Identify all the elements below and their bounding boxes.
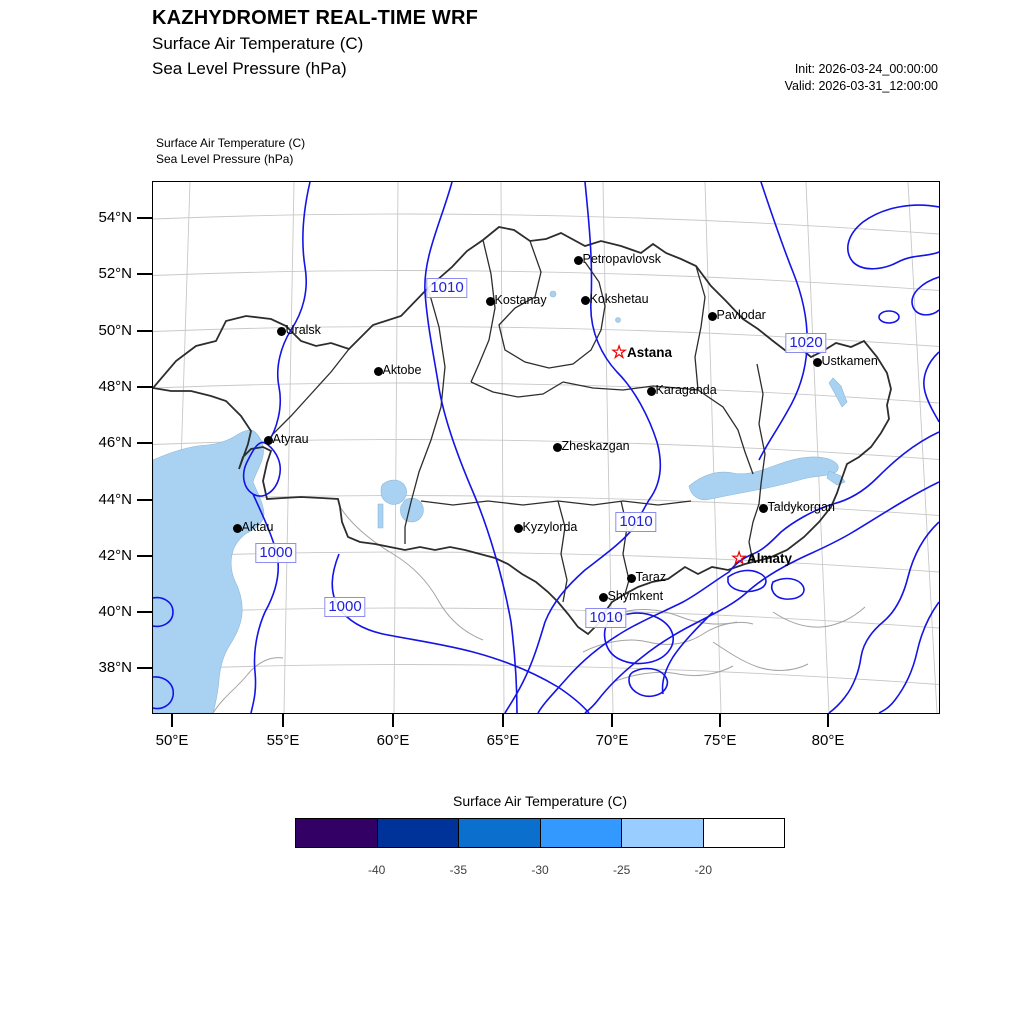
pressure-label-1000: 1000 [324, 597, 365, 617]
lake-zaysan [829, 378, 847, 407]
city-marker-kostanay [486, 297, 495, 306]
temperature-colorbar [295, 818, 785, 848]
page-title: KAZHYDROMET REAL-TIME WRF [152, 7, 479, 29]
colorbar-tick-label: -20 [694, 863, 712, 877]
city-label-ustkamen: Ustkamen [821, 354, 878, 368]
lat-tick-label: 48°N [98, 378, 132, 395]
lon-tick-label: 50°E [155, 732, 189, 749]
city-marker-kokshetau [581, 296, 590, 305]
small-lake [550, 291, 556, 297]
city-marker-uralsk [277, 327, 286, 336]
city-label-shymkent: Shymkent [607, 589, 664, 603]
city-marker-taraz [627, 574, 636, 583]
header-subtitle-pressure: Sea Level Pressure (hPa) [152, 59, 347, 78]
city-marker-atyrau [264, 436, 273, 445]
city-label-almaty: Almaty [747, 551, 793, 566]
city-marker-karaganda [647, 387, 656, 396]
lat-tick-label: 38°N [98, 659, 132, 676]
lat-tick-label: 52°N [98, 265, 132, 282]
city-marker-aktobe [374, 367, 383, 376]
lon-tick-mark [611, 713, 613, 727]
city-marker-kyzylorda [514, 524, 523, 533]
pressure-label-1020: 1020 [785, 333, 826, 353]
lat-tick-label: 50°N [98, 322, 132, 339]
city-label-zheskazgan: Zheskazgan [561, 439, 630, 453]
pressure-label-1010: 1010 [585, 608, 626, 628]
caspian-sea [153, 430, 264, 713]
city-marker-pavlodar [708, 312, 717, 321]
map-note-pressure: Sea Level Pressure (hPa) [156, 152, 294, 166]
city-label-aktobe: Aktobe [382, 363, 422, 377]
header-subtitle-temperature: Surface Air Temperature (C) [152, 34, 364, 53]
city-marker-taldykorgan [759, 504, 768, 513]
colorbar-tick-label: -25 [612, 863, 631, 877]
pressure-label-1000: 1000 [255, 543, 296, 563]
map-note-temperature: Surface Air Temperature (C) [156, 136, 306, 150]
city-marker-zheskazgan [553, 443, 562, 452]
lon-tick-label: 55°E [266, 732, 300, 749]
star-marker-astana: ☆ [611, 342, 628, 362]
small-lake [378, 504, 383, 528]
lat-tick-label: 46°N [98, 434, 132, 451]
colorbar-segment [704, 819, 785, 847]
lat-tick-mark [137, 330, 152, 332]
pressure-label-1010: 1010 [426, 278, 467, 298]
city-marker-aktau [233, 524, 242, 533]
map-geography [153, 182, 939, 713]
colorbar-segment [541, 819, 623, 847]
colorbar-tick-label: -30 [531, 863, 549, 877]
city-label-taraz: Taraz [635, 570, 667, 584]
valid-time: Valid: 2026-03-31_12:00:00 [784, 79, 938, 93]
pressure-label-1010: 1010 [615, 512, 656, 532]
city-label-kokshetau: Kokshetau [589, 292, 649, 306]
lon-tick-mark [171, 713, 173, 727]
colorbar-title: Surface Air Temperature (C) [452, 793, 628, 809]
lon-tick-mark [719, 713, 721, 727]
colorbar-segment [622, 819, 704, 847]
city-label-kyzylorda: Kyzylorda [522, 520, 578, 534]
pressure-contours [153, 182, 939, 713]
lon-tick-label: 75°E [703, 732, 737, 749]
init-time: Init: 2026-03-24_00:00:00 [794, 62, 938, 76]
lon-tick-label: 70°E [595, 732, 629, 749]
city-label-astana: Astana [627, 345, 673, 360]
lat-tick-label: 40°N [98, 603, 132, 620]
neighbor-borders [213, 507, 865, 713]
lat-tick-mark [137, 273, 152, 275]
lat-tick-mark [137, 611, 152, 613]
colorbar-tick-label: -35 [449, 863, 467, 877]
colorbar-tick-label: -40 [367, 863, 386, 877]
city-label-karaganda: Karaganda [655, 383, 717, 397]
aral-sea [381, 480, 407, 504]
lat-tick-label: 44°N [98, 491, 132, 508]
lat-tick-label: 54°N [98, 209, 132, 226]
lat-tick-mark [137, 442, 152, 444]
city-marker-petropavlovsk [574, 256, 583, 265]
colorbar-segment [459, 819, 541, 847]
city-label-taldykorgan: Taldykorgan [767, 500, 835, 514]
city-marker-ustkamen [813, 358, 822, 367]
lon-tick-mark [502, 713, 504, 727]
colorbar-segment [296, 819, 378, 847]
lat-tick-label: 42°N [98, 547, 132, 564]
city-label-kostanay: Kostanay [494, 293, 547, 307]
lon-tick-label: 60°E [376, 732, 410, 749]
lat-tick-mark [137, 667, 152, 669]
colorbar-segment [378, 819, 460, 847]
city-label-petropavlovsk: Petropavlovsk [582, 252, 662, 266]
lon-tick-label: 65°E [486, 732, 520, 749]
city-label-uralsk: Uralsk [285, 323, 321, 337]
kazakhstan-outline [153, 227, 891, 634]
aral-sea-east [400, 498, 423, 522]
lon-tick-mark [827, 713, 829, 727]
map-field-note [156, 135, 305, 167]
star-marker-almaty: ☆ [731, 548, 748, 568]
header [152, 6, 478, 81]
lon-tick-mark [282, 713, 284, 727]
lon-tick-label: 80°E [811, 732, 845, 749]
lat-tick-mark [137, 217, 152, 219]
city-label-pavlodar: Pavlodar [716, 308, 766, 322]
map-canvas [152, 181, 940, 714]
small-lake [616, 318, 621, 323]
lat-tick-mark [137, 499, 152, 501]
country-borders [153, 227, 891, 634]
lon-tick-mark [392, 713, 394, 727]
city-label-aktau: Aktau [241, 520, 274, 534]
model-run-info [600, 61, 938, 95]
city-marker-shymkent [599, 593, 608, 602]
lat-tick-mark [137, 386, 152, 388]
lat-tick-mark [137, 555, 152, 557]
city-label-atyrau: Atyrau [272, 432, 309, 446]
